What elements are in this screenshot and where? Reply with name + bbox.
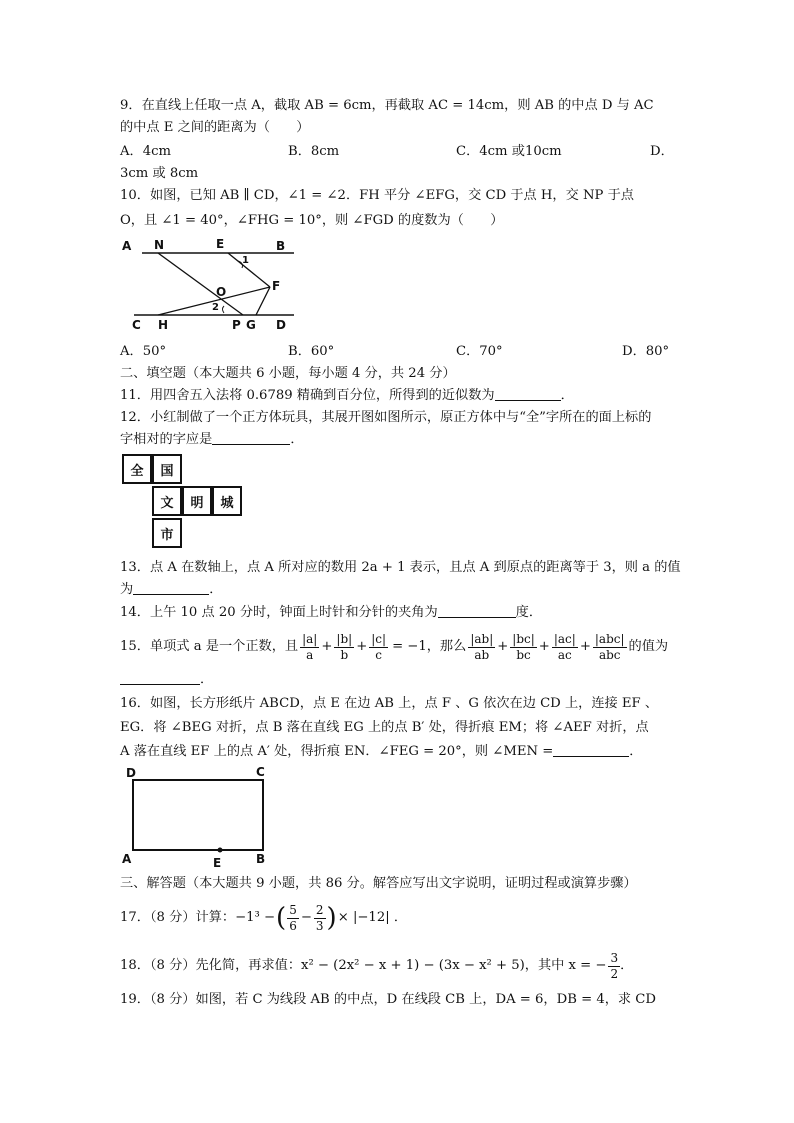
fig-label-p: P [232, 318, 241, 332]
q11-text: 11．用四舍五入法将 0.6789 精确到百分位，所得到的近似数为 [120, 388, 495, 403]
frac-den: abc [598, 647, 621, 662]
frac-num: |a| [302, 631, 318, 646]
fig16-label-b: B [256, 852, 266, 866]
q13-line1: 13．点 A 在数轴上，点 A 所对应的数用 2a + 1 表示，且点 A 到原点的距离等于 3，则 a 的值 [120, 560, 681, 575]
frac-num: |abc| [594, 631, 625, 646]
q17-frac1 [287, 903, 299, 934]
fig-label-c: C [132, 318, 141, 332]
q15-frac-c [369, 632, 388, 663]
net-cell-quan: 全 [122, 454, 152, 484]
q14 [120, 603, 542, 623]
q15-pre: 15．单项式 a 是一个正数，且 [120, 639, 299, 654]
q13-end: ． [209, 582, 223, 597]
frac-den: c [375, 647, 383, 662]
net-cell-guo: 国 [152, 454, 182, 484]
q15-line2 [120, 670, 213, 690]
fig16-label-a: A [122, 852, 132, 866]
fig-label-d: D [276, 318, 286, 332]
q10-option-a: A．50° [120, 344, 167, 359]
fig16-label-d: D [126, 766, 136, 780]
q18 [120, 948, 633, 984]
q12-line2-text: 字相对的字应是 [120, 432, 213, 447]
frac-num: 5 [289, 902, 297, 917]
q9-option-d-cont: 3cm 或 8cm [120, 166, 199, 181]
q12-cube-net [120, 454, 250, 550]
q15-frac-bc [510, 632, 537, 663]
net-cell-wen: 文 [152, 486, 182, 516]
q10-option-c: C．70° [456, 344, 503, 359]
q16-line2: EG．将 ∠BEG 对折，点 B 落在直线 EG 上的点 B′ 处，得折痕 EM；将 ∠AEF 对折，点 [120, 720, 649, 735]
frac-num: |b| [336, 631, 353, 646]
q17 [120, 900, 407, 936]
frac-num: |c| [371, 631, 387, 646]
q13-answer-blank [133, 580, 209, 595]
fig16-label-e: E [213, 856, 222, 870]
q15: 15．单项式 a 是一个正数，且 $\frac{|a|}{a}$ + $\frac{|b|}{b}$ + $\frac{|c|}{c}$ = −1，那么 $\frac{|ab|}{ab}$ + $\frac{|bc|}{bc}$ + $\frac{|ac|}{ac}$ + |abc| abc 的值为 [120, 631, 669, 662]
q13-line2 [120, 580, 222, 600]
q17-paren-close: ) [326, 903, 337, 933]
q15-frac-abc [593, 632, 627, 663]
fig-label-angle1: 1 [242, 255, 249, 266]
q16-figure [118, 764, 278, 868]
q12-end: ． [290, 432, 304, 447]
fig-label-o: O [216, 285, 227, 299]
frac-den: ab [474, 647, 490, 662]
q9-line2: 的中点 E 之间的距离为（ ） [120, 120, 310, 135]
q16-end: ． [629, 744, 643, 759]
fig-label-a: A [122, 239, 132, 253]
frac-num: 2 [315, 902, 324, 917]
frac-den: a [306, 647, 314, 662]
fig-label-f: F [272, 279, 281, 293]
q15-mid: = −1，那么 [392, 639, 467, 654]
q15-end: ． [200, 672, 214, 687]
section-3-heading: 三、解答题（本大题共 9 小题，共 86 分。解答应写出文字说明，证明过程或演算步骤） [120, 876, 637, 891]
q10-figure [118, 236, 298, 334]
q11 [120, 386, 574, 406]
q11-answer-blank [495, 386, 561, 401]
fig16-label-c: C [256, 765, 265, 779]
frac-num: |bc| [512, 631, 535, 646]
frac-den: 3 [315, 918, 324, 933]
q15-frac-ac [552, 632, 578, 663]
q9-option-d: D． [650, 144, 674, 159]
frac-den: 2 [610, 966, 619, 981]
q15-frac-a [300, 632, 319, 663]
frac-den: ac [557, 647, 572, 662]
q17-pre: 17．（8 分）计算：−1³ − [120, 910, 276, 925]
q12-line1: 12．小红制做了一个正方体玩具，其展开图如图所示，原正方体中与“全”字所在的面上标的 [120, 410, 652, 425]
q14-answer-blank [438, 603, 516, 618]
q12-answer-blank [212, 430, 290, 445]
frac-den: bc [516, 647, 531, 662]
q10-line2: O，且 ∠1 = 40°，∠FHG = 10°，则 ∠FGD 的度数为（ ） [120, 213, 504, 228]
q15-post: 的值为 [628, 639, 669, 654]
q16-answer-blank [553, 742, 629, 757]
q12-line2 [120, 430, 304, 450]
q10-option-d: D．80° [622, 344, 670, 359]
fig-label-b: B [276, 239, 286, 253]
q16-rectangle [118, 764, 278, 868]
net-cell-shi: 市 [152, 518, 182, 548]
q9-option-a: A．4cm [120, 144, 171, 159]
net-cell-cheng: 城 [212, 486, 242, 516]
q16-line3-text: A 落在直线 EF 上的点 A′ 处，得折痕 EN．∠FEG = 20°，则 ∠MEN = [120, 744, 554, 759]
q17-paren-open: ( [276, 903, 287, 933]
fig-label-n: N [154, 238, 165, 252]
q14-text: 14．上午 10 点 20 分时，钟面上时针和分针的夹角为 [120, 605, 438, 620]
q10-figure-lines [118, 236, 298, 334]
q17-minus: − [300, 910, 312, 925]
q11-end: ． [560, 388, 574, 403]
q17-frac2 [314, 903, 326, 934]
frac-num: |ac| [553, 631, 576, 646]
q15-frac-b [334, 632, 354, 663]
frac-num: 3 [610, 950, 619, 965]
fig-label-e: E [216, 237, 225, 251]
q15-answer-blank [120, 670, 200, 685]
fig-label-h: H [158, 318, 169, 332]
q18-post: ． [620, 958, 634, 973]
frac-num: |ab| [470, 631, 494, 646]
fig-label-angle2: 2 [212, 302, 219, 313]
frac-den: b [340, 647, 349, 662]
q19: 19．（8 分）如图，若 C 为线段 AB 的中点，D 在线段 CB 上，DA = 6，DB = 4，求 CD [120, 992, 656, 1007]
q9-line1: 9．在直线上任取一点 A，截取 AB = 6cm，再截取 AC = 14cm，则 AB 的中点 D 与 AC [120, 98, 654, 113]
q10-option-b: B．60° [288, 344, 335, 359]
q16-line1: 16．如图，长方形纸片 ABCD，点 E 在边 AB 上，点 F 、G 依次在边 CD 上，连接 EF 、 [120, 696, 659, 711]
q15-frac-ab [468, 632, 495, 663]
fig-label-g: G [246, 318, 256, 332]
q18-frac [608, 951, 620, 982]
q13-line2-text: 为 [120, 582, 134, 597]
frac-den: 6 [289, 918, 297, 933]
q14-end: 度． [515, 605, 543, 620]
q18-pre: 18．（8 分）先化简，再求值：x² − (2x² − x + 1) − (3x − x² + 5)，其中 x = − [120, 958, 607, 973]
q10-line1: 10．如图，已知 AB ∥ CD，∠1 = ∠2．FH 平分 ∠EFG，交 CD 于点 H，交 NP 于点 [120, 188, 634, 203]
q16-line3 [120, 742, 642, 762]
q9-option-b: B．8cm [288, 144, 340, 159]
q9-option-c: C．4cm 或10cm [456, 144, 562, 159]
net-cell-ming: 明 [182, 486, 212, 516]
q17-post: × |−12| ． [337, 910, 408, 925]
section-2-heading: 二、填空题（本大题共 6 小题，每小题 4 分，共 24 分） [120, 366, 456, 381]
